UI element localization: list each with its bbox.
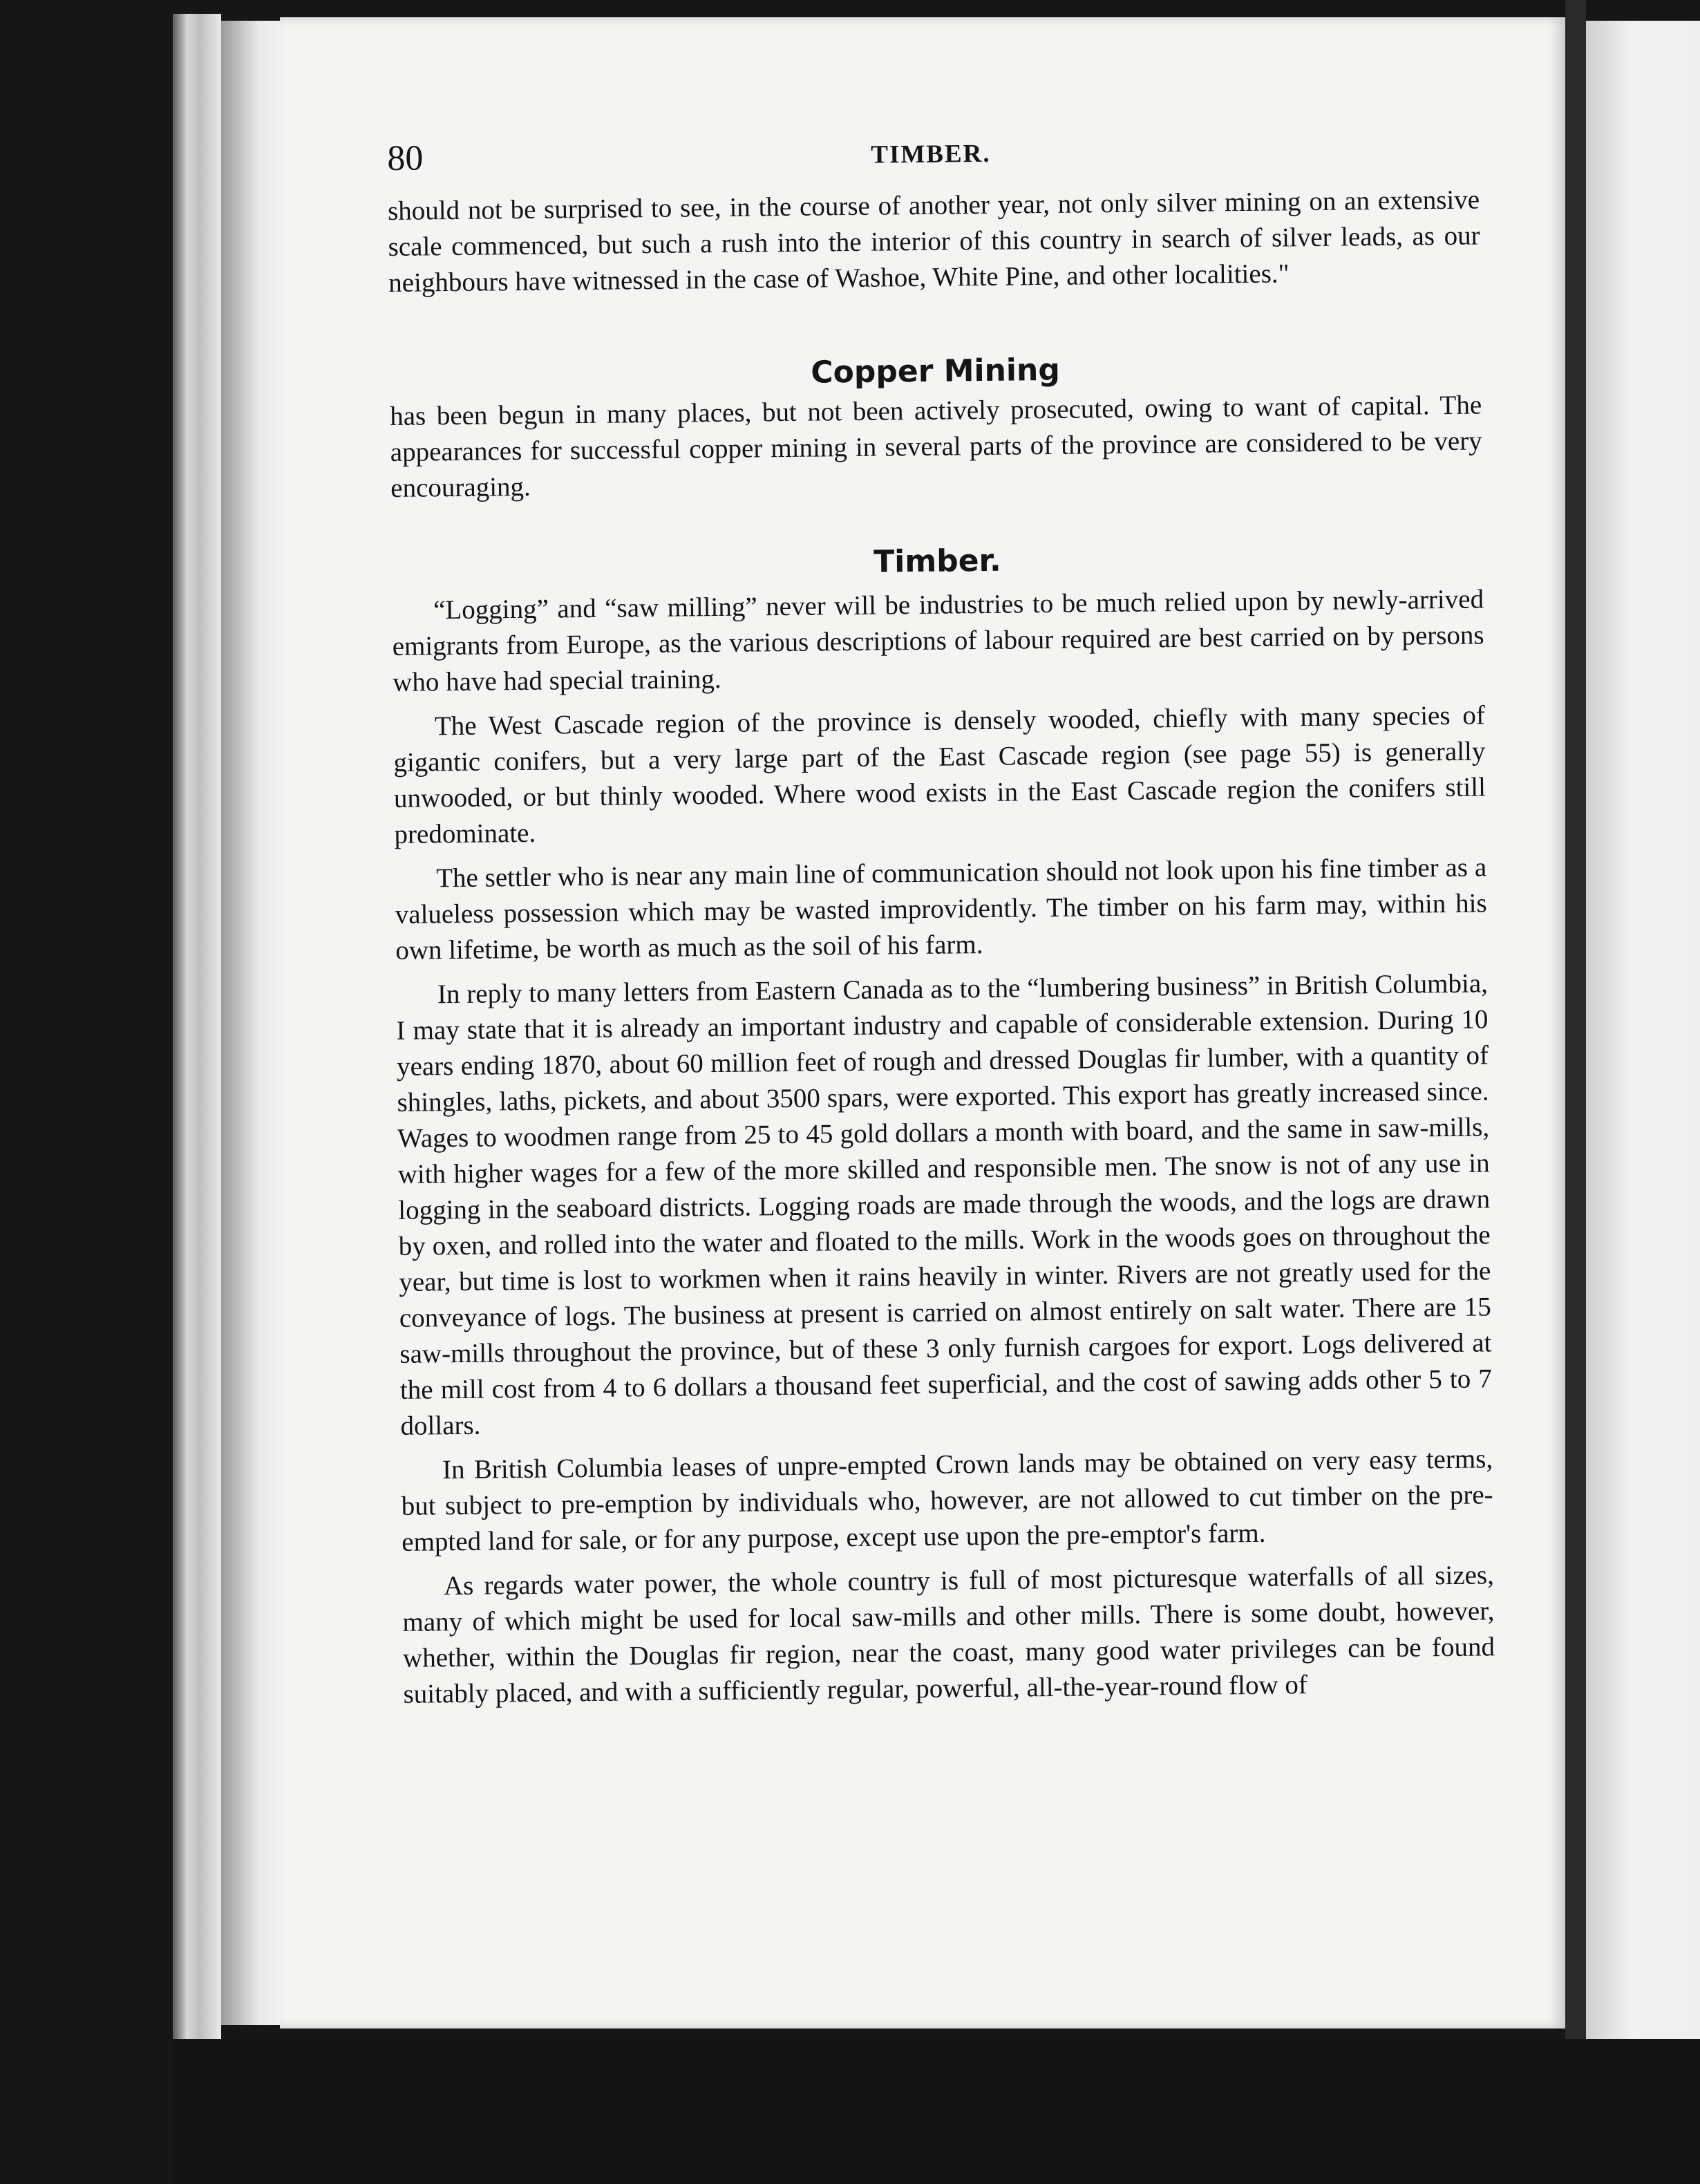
page-number: 80	[387, 138, 424, 178]
timber-paragraph: As regards water power, the whole country is full of most picturesque waterfalls of all sizes, many of which might be used for local saw-mills and other mills. There is some doubt, however, whether, within the Douglas fir region, near the coast, many good water privileges can be found suitably placed, and with a sufficiently regular, powerful, all-the-year-round flow of	[402, 1560, 1495, 1709]
intro-paragraph: should not be surprised to see, in the course of another year, not only silver mining on an extensive scale commenced, but such a rush into the interior of this country in search of silver leads, as our neighbours have witnessed in the case of Washoe, White Pine, and other localities."	[387, 185, 1480, 298]
timber-paragraph: “Logging” and “saw milling” never will be industries to be much relied upon by newly-arrived emigrants from Europe, as the various descriptions of labour required are best carried on by persons who have had special training.	[392, 584, 1484, 697]
running-head	[387, 126, 1480, 194]
scan-background	[173, 2039, 1700, 2184]
running-title: TIMBER.	[871, 139, 991, 169]
timber-heading: Timber.	[873, 543, 1001, 580]
copper-mining-paragraph: has been begun in many places, but not been actively prosecuted, owing to want of capital. The appearances for successful copper mining in several parts of the province are considered to be very encouraging.	[389, 390, 1482, 503]
copper-mining-heading: Copper Mining	[811, 352, 1061, 390]
book-spine-shadow	[1565, 0, 1586, 2073]
timber-paragraph: In British Columbia leases of unpre-empted Crown lands may be obtained on very easy terms, but subject to pre-emption by individuals who, however, are not allowed to cut timber on the pre-empted land for sale, or for any purpose, except use upon the pre-emptor's farm.	[401, 1444, 1493, 1557]
timber-paragraph: The settler who is near any main line of communication should not look upon his fine timber as a valueless possession which may be wasted improvidently. The timber on his farm may, within his own lifetime, be worth as much as the soil of his farm.	[395, 852, 1487, 966]
timber-paragraph: In reply to many letters from Eastern Canada as to the “lumbering business” in British Columbia, I may state that it is already an important industry and capable of considerable extension. During 10 years ending 1870, about 60 million feet of rough and dressed Douglas fir lumber, with a quantity of shingles, laths, pickets, and about 3500 spars, were exported. This export has greatly increased since. Wages to woodmen range from 25 to 45 gold dollars a month with board, and the same in saw-mills, with higher wages for a few of the more skilled and responsible men. The snow is not of any use in logging in the seaboard districts. Logging roads are made through the woods, and the logs are drawn by oxen, and rolled into the water and floated to the mills. Work in the woods goes on throughout the year, but time is lost to workmen when it rains heavily in winter. Rivers are not greatly used for the conveyance of logs. The business at present is carried on almost entirely on salt water. There are 15 saw-mills throughout the province, but of these 3 only furnish cargoes for export. Logs delivered at the mill cost from 4 to 6 dollars a thousand feet superficial, and the cost of sawing adds other 5 to 7 dollars.	[396, 968, 1493, 1441]
page-edge-stack	[173, 14, 221, 2039]
gutter-strip	[221, 21, 283, 2025]
timber-paragraph: The West Cascade region of the province is densely wooded, chiefly with many species of gigantic conifers, but a very large part of the East Cascade region (see page 55) is generally unwooded, or but thinly wooded. Where wood exists in the East Cascade region the conifers still predominate.	[393, 700, 1486, 849]
facing-page-edge	[1586, 21, 1700, 2039]
page-text-block	[387, 126, 1495, 1712]
